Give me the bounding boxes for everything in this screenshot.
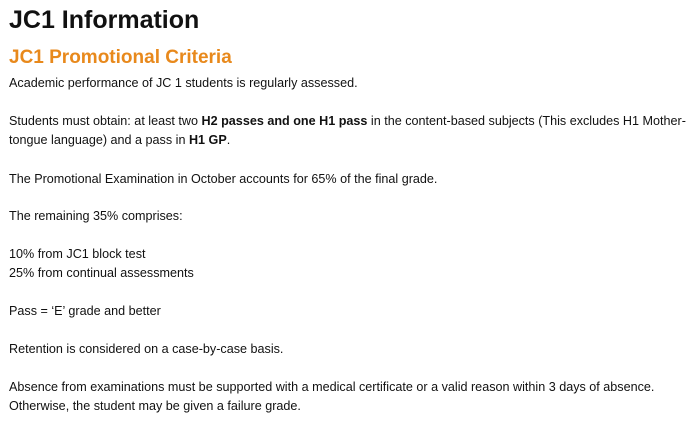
list-item: 10% from JC1 block test: [9, 247, 146, 261]
list-item: 25% from continual assessments: [9, 266, 194, 280]
requirement-paragraph: [9, 112, 689, 150]
requirement-line-2: [9, 133, 230, 147]
requirement-text: Students must obtain: at least two: [9, 114, 202, 128]
section-title: JC1 Promotional Criteria: [9, 47, 232, 68]
absence-line-1: Absence from examinations must be supported with a medical certificate or a valid reason within 3 days of absence.: [9, 380, 655, 394]
remaining-paragraph: The remaining 35% comprises:: [9, 209, 183, 223]
requirement-line-1: [9, 114, 686, 128]
requirement-text: tongue language) and a pass in: [9, 133, 189, 147]
retention-paragraph: Retention is considered on a case-by-case basis.: [9, 342, 284, 356]
absence-line-2: Otherwise, the student may be given a failure grade.: [9, 399, 301, 413]
requirement-text: in the content-based subjects (This excludes H1 Mother-: [367, 114, 686, 128]
page-title: JC1 Information: [9, 6, 200, 34]
components-list: [9, 245, 689, 283]
requirement-bold-gp: H1 GP: [188, 133, 227, 147]
exam-weight-paragraph: The Promotional Examination in October accounts for 65% of the final grade.: [9, 172, 438, 186]
absence-paragraph: [9, 378, 689, 416]
intro-paragraph: Academic performance of JC 1 students is regularly assessed.: [9, 76, 358, 90]
requirement-text: .: [226, 133, 231, 147]
requirement-bold-passes: H2 passes and one H1 pass: [201, 114, 368, 128]
pass-definition: Pass = ‘E’ grade and better: [9, 304, 161, 318]
